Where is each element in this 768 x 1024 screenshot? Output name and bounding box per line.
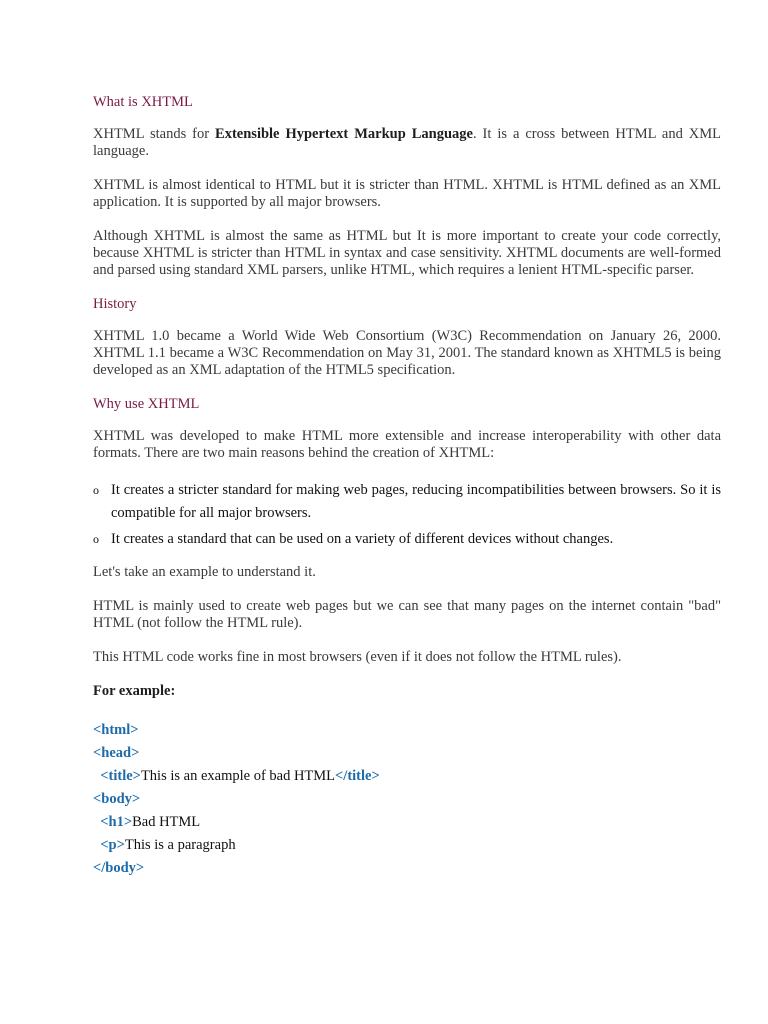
heading-history: History [93,296,137,312]
code-line [93,857,721,880]
code-text: This is a paragraph [124,837,236,853]
paragraph-works-fine: This HTML code works fine in most browsers (even if it does not follow the HTML rules). [93,649,622,665]
code-tag: <title> [100,768,141,784]
code-line [93,834,721,857]
code-tag: <body> [93,791,141,807]
code-line [93,742,721,765]
code-line [93,788,721,811]
example-label: For example: [93,683,176,699]
code-text: This is an example of bad HTML [140,768,336,784]
list-item [93,479,721,525]
paragraph-bad-html: HTML is mainly used to create web pages but we can see that many pages on the internet contain "bad" HTML (not follow the HTML rule). [93,598,721,631]
paragraph-example-intro: Let's take an example to understand it. [93,564,316,580]
list-item [93,528,721,551]
code-tag: <head> [93,745,140,761]
definition-text-start: XHTML stands for [93,126,216,142]
paragraph-history: XHTML 1.0 became a World Wide Web Consortium (W3C) Recommendation on January 26, 2000. XHTML 1.1 became a W3C Recommendation on May 31, 2001. The standard known as XHTML5 is being developed as an XML adaptation of the HTML5 specification. [93,328,721,378]
paragraph-although: Although XHTML is almost the same as HTML but It is more important to create your code correctly, because XHTML is stricter than HTML in syntax and case sensitivity. XHTML documents are well-formed and parsed using standard XML parsers, unlike HTML, which requires a lenient HTML-specific parser. [93,228,721,278]
code-tag: </title> [335,768,380,784]
code-tag: </body> [93,860,145,876]
reasons-list [93,479,721,551]
bullet-icon: o [93,532,99,546]
code-line [93,765,721,788]
bullet-icon: o [93,483,99,497]
definition-bold-term: Extensible Hypertext Markup Language [215,126,473,142]
paragraph-definition [93,126,721,160]
definition-text-end: . It is a cross between HTML and XML language. [93,126,721,159]
list-item-text: It creates a standard that can be used on a variety of different devices without changes. [111,531,614,547]
code-tag: <p> [100,837,125,853]
code-line [93,719,721,742]
code-tag: <html> [93,722,139,738]
heading-why-use-xhtml: Why use XHTML [93,396,200,412]
code-example [93,719,721,880]
paragraph-almost-identical: XHTML is almost identical to HTML but it is stricter than HTML. XHTML is HTML defined as an XML application. It is supported by all major browsers. [93,177,721,210]
document-content [93,94,721,880]
code-tag: <h1> [100,814,133,830]
heading-what-is-xhtml: What is XHTML [93,94,193,110]
list-item-text: It creates a stricter standard for making web pages, reducing incompatibilities between browsers. So it is compatible for all major browsers. [111,482,721,521]
paragraph-why: XHTML was developed to make HTML more extensible and increase interoperability with other data formats. There are two main reasons behind the creation of XHTML: [93,428,721,461]
code-line [93,811,721,834]
code-text: Bad HTML [132,814,201,830]
